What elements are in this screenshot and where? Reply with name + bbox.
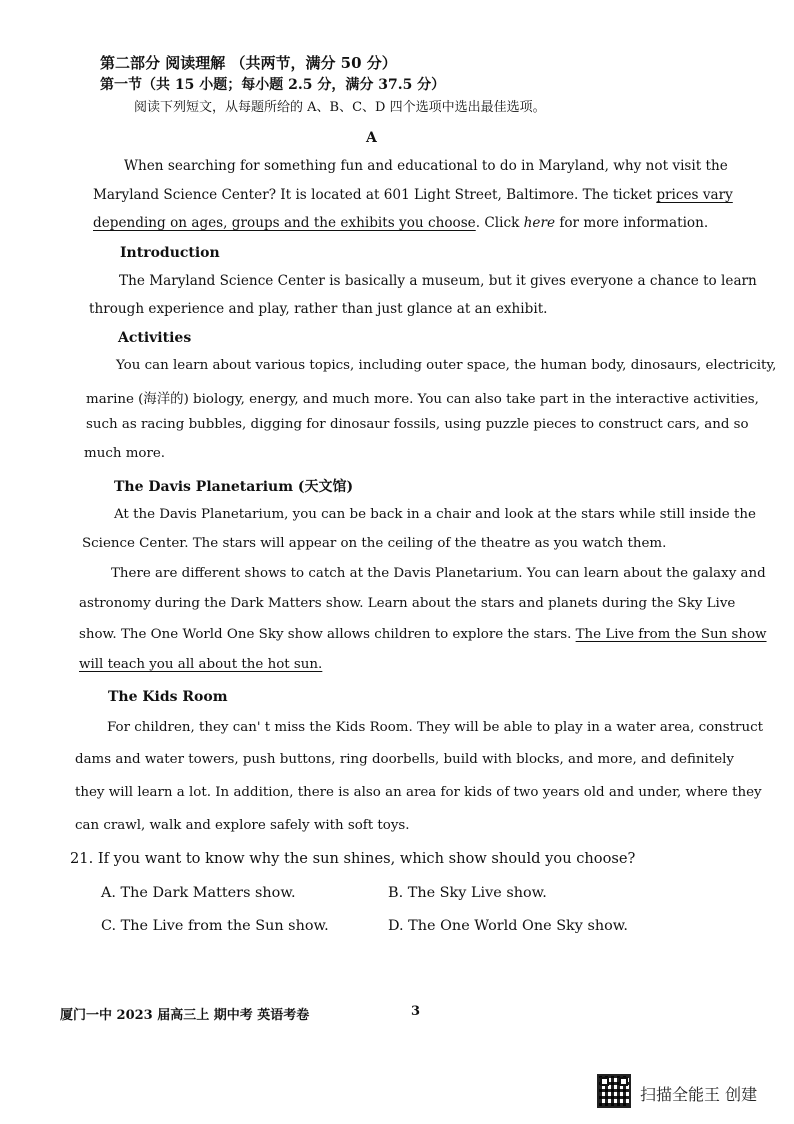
- planetarium-p2-line-4: will teach you all about the hot sun.: [79, 657, 323, 672]
- kids-line-3: they will learn a lot. In addition, there is also an area for kids of two years old and under, where they: [75, 785, 762, 800]
- introduction-line-2: through experience and play, rather than just glance at an exhibit.: [89, 301, 548, 317]
- qr-code-icon: [597, 1074, 631, 1108]
- question-stem: 21. If you want to know why the sun shines, which show should you choose?: [70, 850, 636, 867]
- intro-line-1: When searching for something fun and educational to do in Maryland, why not visit the: [124, 158, 728, 174]
- footer-page-number: 3: [411, 1004, 421, 1019]
- underlined-depending-phrase: depending on ages, groups and the exhibits you choose: [93, 215, 476, 231]
- kids-line-2: dams and water towers, push buttons, ring doorbells, build with blocks, and more, and definitely: [75, 752, 734, 767]
- underlined-live-from-sun: The Live from the Sun show: [575, 627, 767, 642]
- section-title: 第一节（共 15 小题；每小题 2.5 分，满分 37.5 分）: [100, 77, 446, 93]
- introduction-line-1: The Maryland Science Center is basically a museum, but it gives everyone a chance to learn: [119, 273, 757, 289]
- planetarium-p1-line-1: At the Davis Planetarium, you can be back in a chair and look at the stars while still inside the: [114, 507, 756, 522]
- part-title: 第二部分 阅读理解 （共两节，满分 50 分）: [100, 54, 397, 72]
- planetarium-p2-line-1: There are different shows to catch at the Davis Planetarium. You can learn about the galaxy and: [111, 566, 766, 581]
- intro-line-3: depending on ages, groups and the exhibits you choose. Click here for more information.: [93, 215, 709, 231]
- option-a: A. The Dark Matters show.: [101, 885, 296, 901]
- underlined-prices-vary: prices vary: [656, 187, 733, 203]
- activities-line-3: such as racing bubbles, digging for dinosaur fossils, using puzzle pieces to construct cars, and so: [86, 417, 749, 432]
- passage-letter: A: [366, 130, 377, 146]
- activities-line-4: much more.: [84, 446, 166, 461]
- kids-line-4: can crawl, walk and explore safely with soft toys.: [75, 818, 410, 833]
- heading-introduction: Introduction: [120, 245, 220, 261]
- option-d: D. The One World One Sky show.: [388, 918, 628, 934]
- activities-line-2: marine (海洋的) biology, energy, and much more. You can also take part in the interactive activities,: [86, 392, 759, 407]
- planetarium-p2-line-3: show. The One World One Sky show allows children to explore the stars. The Live from the Sun show: [79, 627, 767, 642]
- planetarium-p2-line-2: astronomy during the Dark Matters show. Learn about the stars and planets during the Sky Live: [79, 596, 736, 611]
- footer-exam-info: 厦门一中 2023 届高三上 期中考 英语考卷: [60, 1008, 310, 1023]
- here-link-text: here: [523, 215, 555, 231]
- scanner-watermark: 扫描全能王 创建: [640, 1085, 758, 1104]
- heading-kids-room: The Kids Room: [108, 689, 228, 705]
- kids-line-1: For children, they can' t miss the Kids Room. They will be able to play in a water area, construct: [107, 720, 763, 735]
- activities-line-1: You can learn about various topics, including outer space, the human body, dinosaurs, electricity,: [116, 358, 777, 373]
- planetarium-p1-line-2: Science Center. The stars will appear on the ceiling of the theatre as you watch them.: [82, 536, 667, 551]
- option-c: C. The Live from the Sun show.: [101, 918, 329, 934]
- heading-planetarium: The Davis Planetarium (天文馆): [114, 479, 354, 495]
- heading-activities: Activities: [118, 330, 192, 346]
- intro-line-2-text: Maryland Science Center? It is located at 601 Light Street, Baltimore. The ticket: [93, 187, 657, 203]
- option-b: B. The Sky Live show.: [388, 885, 547, 901]
- instruction: 阅读下列短文，从每题所给的 A、B、C、D 四个选项中选出最佳选项。: [134, 100, 546, 115]
- intro-line-2: [93, 187, 733, 203]
